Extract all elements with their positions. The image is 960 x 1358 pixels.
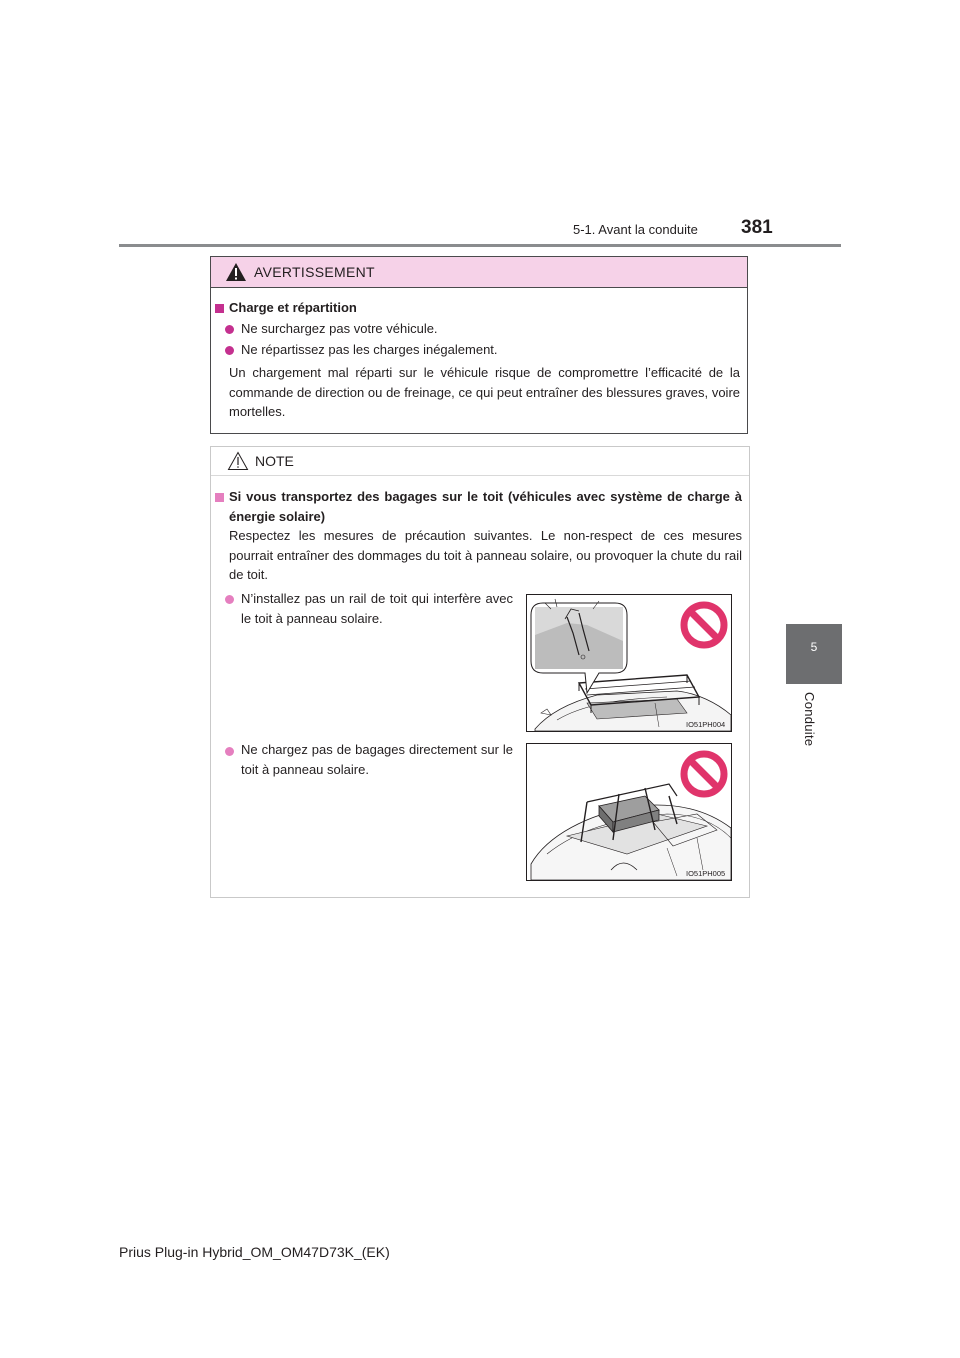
bullet-dot bbox=[225, 595, 234, 604]
note-heading: Si vous transportez des bagages sur le toit (véhicules avec système de charge à énergie solaire) bbox=[229, 489, 742, 524]
warning-triangle-icon bbox=[225, 262, 247, 282]
heading-square-marker bbox=[215, 304, 224, 313]
header-divider bbox=[119, 244, 841, 247]
luggage-roof-illustration bbox=[527, 744, 731, 880]
chapter-number: 5 bbox=[810, 640, 818, 654]
figure-luggage-on-solar-roof bbox=[526, 743, 732, 881]
chapter-label: Conduite bbox=[802, 692, 817, 747]
warning-bullet-2: Ne répartissez pas les charges inégalement. bbox=[241, 342, 498, 357]
caution-triangle-outline-icon bbox=[227, 451, 249, 471]
warning-paragraph: Un chargement mal réparti sur le véhicule risque de compromettre l’efficacité de la commande de direction ou de freinage, ce qui peut entraîner des blessures graves, voire mortelles. bbox=[229, 365, 740, 419]
section-title: 5-1. Avant la conduite bbox=[573, 222, 698, 237]
figure-roof-rail-interference bbox=[526, 594, 732, 732]
note-box bbox=[210, 446, 750, 898]
note-header bbox=[211, 447, 749, 476]
roof-rail-illustration bbox=[527, 595, 731, 731]
warning-heading: Charge et répartition bbox=[229, 300, 357, 315]
page-number: 381 bbox=[741, 217, 773, 238]
figure-code: IO51PH004 bbox=[686, 720, 726, 729]
heading-square-marker bbox=[215, 493, 224, 502]
chapter-tab bbox=[786, 624, 842, 684]
note-title: NOTE bbox=[255, 453, 294, 469]
bullet-dot bbox=[225, 346, 234, 355]
warning-header bbox=[211, 257, 747, 288]
note-item-2-text: Ne chargez pas de bagages directement sur le toit à panneau solaire. bbox=[241, 742, 513, 777]
note-item-1-text: N’installez pas un rail de toit qui interfère avec le toit à panneau solaire. bbox=[241, 591, 513, 626]
bullet-dot bbox=[225, 325, 234, 334]
warning-title: AVERTISSEMENT bbox=[254, 264, 375, 280]
warning-box bbox=[210, 256, 748, 434]
warning-bullet-1: Ne surchargez pas votre véhicule. bbox=[241, 321, 438, 336]
document-footer: Prius Plug-in Hybrid_OM_OM47D73K_(EK) bbox=[119, 1244, 390, 1260]
figure-code: IO51PH005 bbox=[686, 869, 726, 878]
bullet-dot bbox=[225, 747, 234, 756]
note-paragraph: Respectez les mesures de précaution suivantes. Le non-respect de ces mesures pourrait entraîner des dommages du toit à panneau solaire, ou provoquer la chute du rail de toit. bbox=[229, 528, 742, 582]
